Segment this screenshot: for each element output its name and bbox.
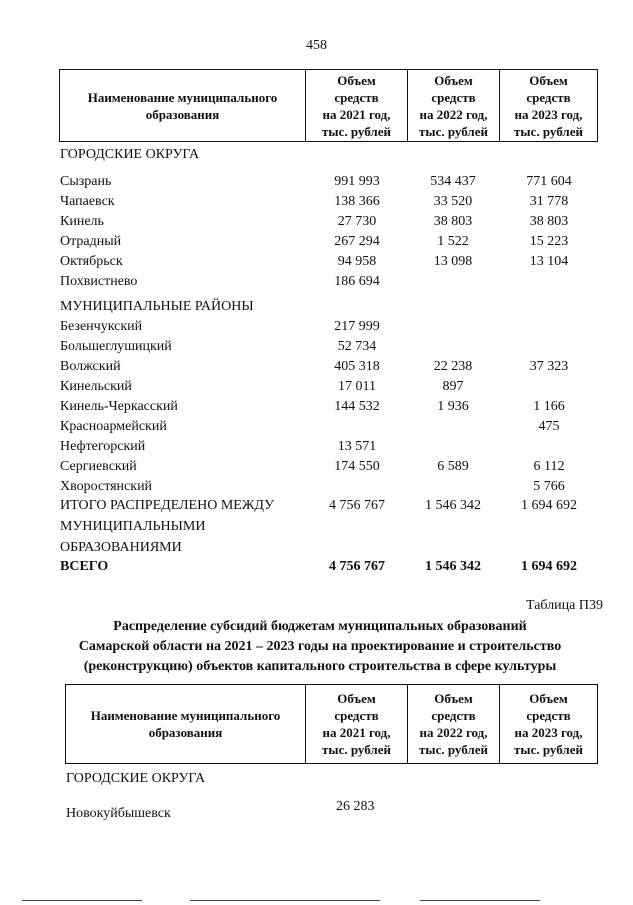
table-row xyxy=(59,397,597,417)
row-2023: 1 166 xyxy=(533,399,565,414)
table2-title-line-3: (реконструкцию) объектов капитального строительства в сфере культуры xyxy=(83,659,557,674)
row-2022: 38 803 xyxy=(433,214,473,229)
row-2022: 33 520 xyxy=(433,194,473,209)
table1-header-2021: Объем средств на 2021 год, тыс. рублей xyxy=(306,70,408,142)
scan-edge-line xyxy=(420,900,540,901)
table2-title-line-1: Распределение субсидий бюджетам муниципальных образований xyxy=(113,619,527,634)
row-2022: 897 xyxy=(442,379,464,394)
row-name: Сызрань xyxy=(60,174,112,189)
row-name: Безенчукский xyxy=(60,319,143,334)
table1-header-2023: Объем средств на 2023 год, тыс. рублей xyxy=(500,70,598,142)
table-row xyxy=(59,477,597,497)
row-2023: 38 803 xyxy=(529,214,569,229)
row-2022: 6 589 xyxy=(437,459,469,474)
row-name: Волжский xyxy=(60,359,121,374)
itogo-2023: 1 694 692 xyxy=(521,498,577,513)
row-2022: 534 437 xyxy=(430,174,476,189)
table2-title xyxy=(40,617,600,677)
table-row xyxy=(59,192,597,212)
row-name: Похвистнево xyxy=(60,274,138,289)
row-2021: 144 532 xyxy=(334,399,380,414)
row-2021: 405 318 xyxy=(334,359,380,374)
row-2022: 1 522 xyxy=(437,234,469,249)
row-name: Большеглушицкий xyxy=(60,339,172,354)
row-2021: 267 294 xyxy=(334,234,380,249)
table-row xyxy=(59,337,597,357)
row-2021: 17 011 xyxy=(338,379,376,394)
total-row xyxy=(59,557,597,577)
itogo-line-1: ИТОГО РАСПРЕДЕЛЕНО МЕЖДУ xyxy=(60,498,274,513)
page-number: 458 xyxy=(306,38,327,53)
row-2023: 37 323 xyxy=(529,359,569,374)
row-name: Отрадный xyxy=(60,234,122,249)
total-2023: 1 694 692 xyxy=(521,559,577,574)
table-row xyxy=(59,377,597,397)
table2-header-2022: Объем средств на 2022 год, тыс. рублей xyxy=(408,685,500,764)
table2-header-2023: Объем средств на 2023 год, тыс. рублей xyxy=(500,685,598,764)
row-name: Нефтегорский xyxy=(60,439,146,454)
total-label: ВСЕГО xyxy=(60,559,109,574)
table-row xyxy=(59,212,597,232)
row-2021: 27 730 xyxy=(337,214,377,229)
scan-edge-line xyxy=(22,900,142,901)
table2-title-line-2: Самарской области на 2021 – 2023 годы на проектирование и строительство xyxy=(78,639,562,654)
row-2022: 13 098 xyxy=(433,254,473,269)
table1-header-2022: Объем средств на 2022 год, тыс. рублей xyxy=(408,70,500,142)
table-row xyxy=(59,417,597,437)
row-2021: 186 694 xyxy=(334,274,380,289)
table-row xyxy=(59,457,597,477)
row-name: Октябрьск xyxy=(60,254,123,269)
table-row xyxy=(59,317,597,337)
row-name: Красноармейский xyxy=(60,419,167,434)
row-2023: 5 766 xyxy=(533,479,565,494)
row-2021: 174 550 xyxy=(334,459,380,474)
row-2023: 6 112 xyxy=(533,459,565,474)
row-2021: 13 571 xyxy=(337,439,377,454)
itogo-line-2: МУНИЦИПАЛЬНЫМИ xyxy=(60,519,206,534)
scan-edge-line xyxy=(190,900,380,901)
table-row xyxy=(59,437,597,457)
table1-section-urban: ГОРОДСКИЕ ОКРУГА xyxy=(60,147,200,162)
row-2021: 991 993 xyxy=(334,174,380,189)
row-2021: 52 734 xyxy=(337,339,377,354)
row-name: Кинель xyxy=(60,214,104,229)
table-row xyxy=(59,172,597,192)
table2-section-urban: ГОРОДСКИЕ ОКРУГА xyxy=(66,771,206,786)
row-2022: 22 238 xyxy=(433,359,473,374)
row-2023: 771 604 xyxy=(526,174,572,189)
itogo-2021: 4 756 767 xyxy=(329,498,385,513)
row-name: Хворостянский xyxy=(60,479,153,494)
table1-header xyxy=(59,69,598,142)
row-name: Сергиевский xyxy=(60,459,137,474)
table1-header-name: Наименование муниципального образования xyxy=(60,70,306,142)
table-row xyxy=(59,232,597,252)
itogo-values xyxy=(59,496,597,516)
total-2022: 1 546 342 xyxy=(425,559,481,574)
row-name: Чапаевск xyxy=(60,194,115,209)
row-2021: 217 999 xyxy=(334,319,380,334)
table2-header-2021: Объем средств на 2021 год, тыс. рублей xyxy=(306,685,408,764)
row-name: Кинель-Черкасский xyxy=(60,399,178,414)
table2-header xyxy=(65,684,598,764)
table2-row-name: Новокуйбышевск xyxy=(66,806,171,821)
table-row xyxy=(59,357,597,377)
row-2021: 138 366 xyxy=(334,194,380,209)
table-row xyxy=(59,252,597,272)
row-2023: 13 104 xyxy=(529,254,569,269)
row-2023: 15 223 xyxy=(529,234,569,249)
itogo-2022: 1 546 342 xyxy=(425,498,481,513)
itogo-line-3: ОБРАЗОВАНИЯМИ xyxy=(60,540,182,555)
table2-header-name: Наименование муниципального образования xyxy=(66,685,306,764)
row-name: Кинельский xyxy=(60,379,132,394)
total-2021: 4 756 767 xyxy=(329,559,385,574)
table-row xyxy=(59,272,597,292)
row-2023: 475 xyxy=(538,419,560,434)
row-2023: 31 778 xyxy=(529,194,569,209)
table1-section-districts: МУНИЦИПАЛЬНЫЕ РАЙОНЫ xyxy=(60,299,254,314)
table2-row-2021: 26 283 xyxy=(336,799,375,814)
row-2022: 1 936 xyxy=(437,399,469,414)
table2-number: Таблица П39 xyxy=(526,598,603,613)
row-2021: 94 958 xyxy=(337,254,377,269)
